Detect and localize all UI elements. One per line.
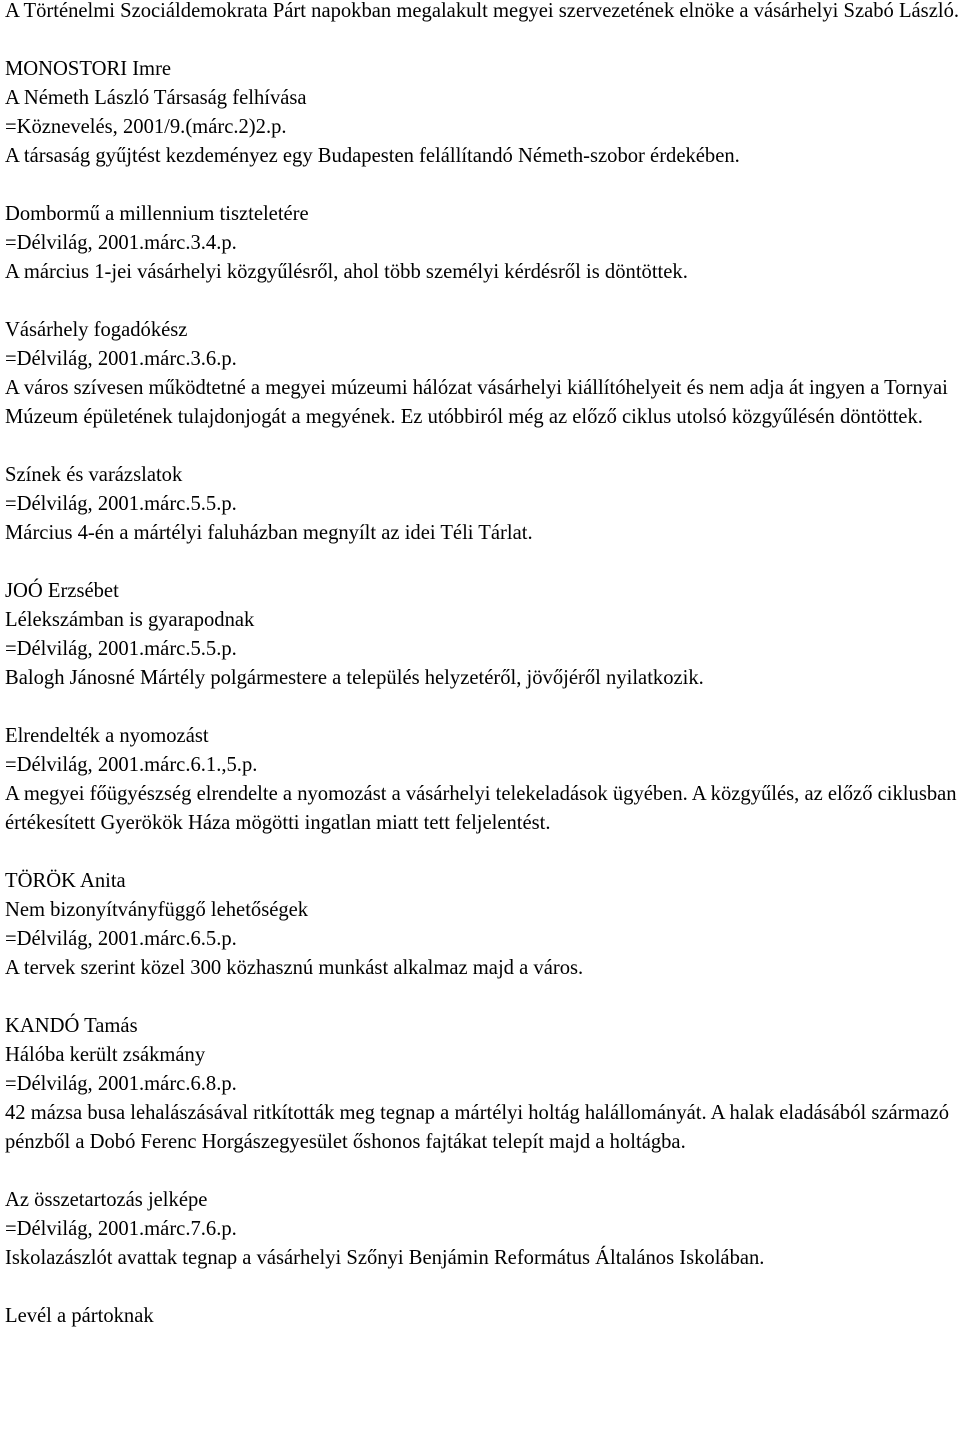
bibliography-entry — [5, 867, 960, 983]
entry-author: JOÓ Erzsébet — [5, 580, 119, 602]
entry-author: KANDÓ Tamás — [5, 1015, 138, 1037]
bibliography-entry — [5, 1012, 960, 1157]
bibliography-entry — [5, 316, 960, 432]
entry-author: MONOSTORI Imre — [5, 58, 172, 80]
entry-abstract: Iskolazászlót avattak tegnap a vásárhelyi Szőnyi Benjámin Református Általános Iskolában. — [5, 1247, 765, 1269]
entry-abstract: A tervek szerint közel 300 közhasznú munkást alkalmaz majd a város. — [5, 957, 584, 979]
entry-title: Az összetartozás jelképe — [5, 1189, 208, 1211]
entry-abstract: A Történelmi Szociáldemokrata Párt napokban megalakult megyei szervezetének elnöke a vásárhelyi Szabó László. — [5, 0, 960, 22]
entry-abstract: Március 4-én a mártélyi faluházban megnyílt az idei Téli Tárlat. — [5, 522, 533, 544]
bibliography-entry — [5, 0, 960, 26]
entry-title: Színek és varázslatok — [5, 464, 183, 486]
document-page — [5, 0, 960, 1331]
entry-source: =Délvilág, 2001.márc.5.5.p. — [5, 638, 237, 660]
entry-title: Lélekszámban is gyarapodnak — [5, 609, 255, 631]
entry-abstract: A március 1-jei vásárhelyi közgyűlésről, ahol több személyi kérdésről is döntöttek. — [5, 261, 688, 283]
entry-source: =Délvilág, 2001.márc.7.6.p. — [5, 1218, 237, 1240]
entry-abstract: Balogh Jánosné Mártély polgármestere a település helyzetéről, jövőjéről nyilatkozik. — [5, 667, 704, 689]
entry-source: =Délvilág, 2001.márc.3.6.p. — [5, 348, 237, 370]
bibliography-entry — [5, 461, 960, 548]
bibliography-entry — [5, 1186, 960, 1273]
bibliography-entry — [5, 55, 960, 171]
entry-title: Levél a pártoknak — [5, 1305, 154, 1327]
entry-source: =Délvilág, 2001.márc.6.8.p. — [5, 1073, 237, 1095]
bibliography-entry — [5, 200, 960, 287]
bibliography-entry — [5, 1302, 960, 1331]
entry-source: =Délvilág, 2001.márc.3.4.p. — [5, 232, 237, 254]
entry-source: =Délvilág, 2001.márc.6.1.,5.p. — [5, 754, 258, 776]
entry-abstract: 42 mázsa busa lehalászásával ritkították meg tegnap a mártélyi holtág halállományát. A halak eladásából származó pénzből a Dobó Ferenc Horgászegyesület őshonos fajtákat telepít majd a holtágba. — [5, 1102, 950, 1153]
entry-title: Hálóba került zsákmány — [5, 1044, 206, 1066]
entry-source: =Köznevelés, 2001/9.(márc.2)2.p. — [5, 116, 287, 138]
entry-abstract: A város szívesen működtetné a megyei múzeumi hálózat vásárhelyi kiállítóhelyeit és nem adja át ingyen a Tornyai Múzeum épületének tulajdonjogát a megyének. Ez utóbbiról még az előző ciklus utolsó közgyűlésén döntöttek. — [5, 377, 948, 428]
entry-abstract: A megyei főügyészség elrendelte a nyomozást a vásárhelyi telekeladások ügyében. A közgyűlés, az előző ciklusban értékesített Gyerökök Háza mögötti ingatlan miatt tett feljelentést. — [5, 783, 957, 834]
bibliography-entry — [5, 722, 960, 838]
entry-source: =Délvilág, 2001.márc.5.5.p. — [5, 493, 237, 515]
entry-abstract: A társaság gyűjtést kezdeményez egy Budapesten felállítandó Németh-szobor érdekében. — [5, 145, 740, 167]
bibliography-entry — [5, 577, 960, 693]
entry-title: Vásárhely fogadókész — [5, 319, 188, 341]
entry-title: Elrendelték a nyomozást — [5, 725, 209, 747]
entry-author: TÖRÖK Anita — [5, 870, 126, 892]
entry-title: Nem bizonyítványfüggő lehetőségek — [5, 899, 309, 921]
entry-source: =Délvilág, 2001.márc.6.5.p. — [5, 928, 237, 950]
entry-title: Dombormű a millennium tiszteletére — [5, 203, 309, 225]
entry-title: A Németh László Társaság felhívása — [5, 87, 307, 109]
